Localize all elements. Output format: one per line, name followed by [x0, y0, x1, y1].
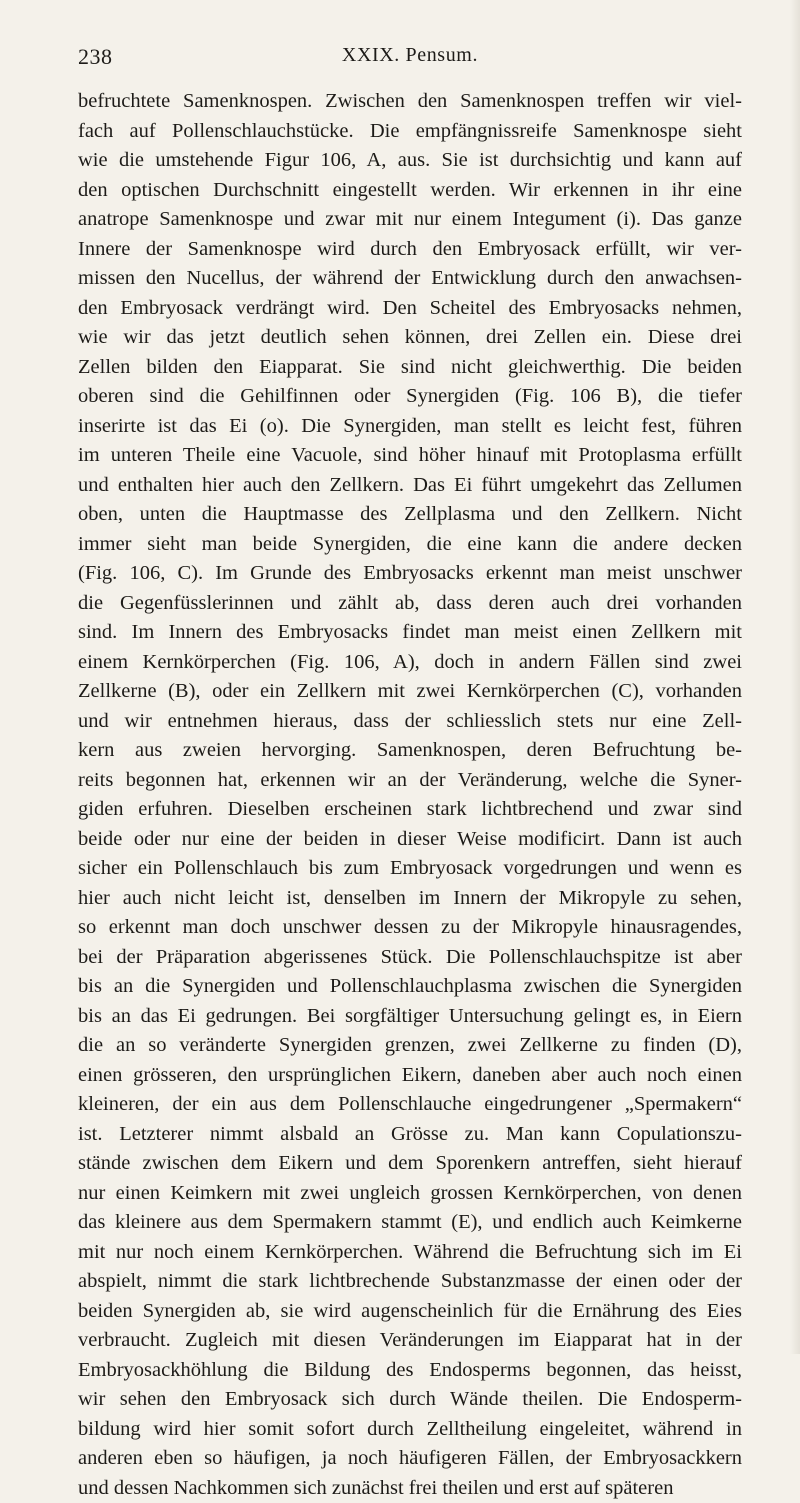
text-line: die Gegenfüsslerinnen und zählt ab, dass deren auch drei vorhanden — [78, 589, 742, 619]
text-line: und dessen Nachkommen sich zunächst frei theilen und erst auf späteren — [78, 1474, 742, 1503]
text-line: wie wir das jetzt deutlich sehen können, drei Zellen ein. Diese drei — [78, 323, 742, 353]
text-line: sicher ein Pollenschlauch bis zum Embryosack vorgedrungen und wenn es — [78, 854, 742, 884]
text-line: bildung wird hier somit sofort durch Zelltheilung eingeleitet, während in — [78, 1415, 742, 1445]
text-line: anatrope Samenknospe und zwar mit nur einem Integument (i). Das ganze — [78, 205, 742, 235]
text-line: (Fig. 106, C). Im Grunde des Embryosacks erkennt man meist unschwer — [78, 559, 742, 589]
body-text — [78, 87, 742, 1503]
text-line: Zellen bilden den Eiapparat. Sie sind nicht gleichwerthig. Die beiden — [78, 353, 742, 383]
text-line: fach auf Pollenschlauchstücke. Die empfängnissreife Samenknospe sieht — [78, 117, 742, 147]
text-line: Innere der Samenknospe wird durch den Embryosack erfüllt, wir ver- — [78, 235, 742, 265]
text-line: abspielt, nimmt die stark lichtbrechende Substanzmasse der einen oder der — [78, 1267, 742, 1297]
text-line: stände zwischen dem Eikern und dem Sporenkern antreffen, sieht hierauf — [78, 1149, 742, 1179]
text-line: einem Kernkörperchen (Fig. 106, A), doch in andern Fällen sind zwei — [78, 648, 742, 678]
text-line: hier auch nicht leicht ist, denselben im Innern der Mikropyle zu sehen, — [78, 884, 742, 914]
text-line: beiden Synergiden ab, sie wird augenscheinlich für die Ernährung des Eies — [78, 1297, 742, 1327]
text-line: im unteren Theile eine Vacuole, sind höher hinauf mit Protoplasma erfüllt — [78, 441, 742, 471]
text-line: den optischen Durchschnitt eingestellt werden. Wir erkennen in ihr eine — [78, 176, 742, 206]
text-line: das kleinere aus dem Spermakern stammt (E), und endlich auch Keimkerne — [78, 1208, 742, 1238]
text-line: so erkennt man doch unschwer dessen zu der Mikropyle hinausragendes, — [78, 913, 742, 943]
text-line: sind. Im Innern des Embryosacks findet man meist einen Zellkern mit — [78, 618, 742, 648]
text-line: missen den Nucellus, der während der Entwicklung durch den anwachsen- — [78, 264, 742, 294]
text-line: immer sieht man beide Synergiden, die eine kann die andere decken — [78, 530, 742, 560]
text-line: Embryosackhöhlung die Bildung des Endosperms begonnen, das heisst, — [78, 1356, 742, 1386]
text-line: anderen eben so häufigen, ja noch häufigeren Fällen, der Embryosackkern — [78, 1444, 742, 1474]
text-line: einen grösseren, den ursprünglichen Eikern, daneben aber auch noch einen — [78, 1061, 742, 1091]
text-line: oberen sind die Gehilfinnen oder Synergiden (Fig. 106 B), die tiefer — [78, 382, 742, 412]
text-line: giden erfuhren. Dieselben erscheinen stark lichtbrechend und zwar sind — [78, 795, 742, 825]
text-line: kern aus zweien hervorging. Samenknospen, deren Befruchtung be- — [78, 736, 742, 766]
text-line: bis an die Synergiden und Pollenschlauchplasma zwischen die Synergiden — [78, 972, 742, 1002]
text-line: den Embryosack verdrängt wird. Den Scheitel des Embryosacks nehmen, — [78, 294, 742, 324]
text-line: befruchtete Samenknospen. Zwischen den Samenknospen treffen wir viel- — [78, 87, 742, 117]
text-line: bei der Präparation abgerissenes Stück. Die Pollenschlauchspitze ist aber — [78, 943, 742, 973]
text-line: und wir entnehmen hieraus, dass der schliesslich stets nur eine Zell- — [78, 707, 742, 737]
running-head: XXIX. Pensum. — [78, 44, 742, 67]
text-line: wir sehen den Embryosack sich durch Wände theilen. Die Endosperm- — [78, 1385, 742, 1415]
text-line: mit nur noch einem Kernkörperchen. Während die Befruchtung sich im Ei — [78, 1238, 742, 1268]
text-line: Zellkerne (B), oder ein Zellkern mit zwei Kernkörperchen (C), vorhanden — [78, 677, 742, 707]
page-edge-shadow — [790, 0, 800, 1354]
page-number: 238 — [78, 44, 113, 70]
text-line: kleineren, der ein aus dem Pollenschlauche eingedrungener „Spermakern“ — [78, 1090, 742, 1120]
text-line: verbraucht. Zugleich mit diesen Veränderungen im Eiapparat hat in der — [78, 1326, 742, 1356]
text-line: ist. Letzterer nimmt alsbald an Grösse zu. Man kann Copulationszu- — [78, 1120, 742, 1150]
text-line: die an so veränderte Synergiden grenzen, zwei Zellkerne zu finden (D), — [78, 1031, 742, 1061]
text-line: nur einen Keimkern mit zwei ungleich grossen Kernkörperchen, von denen — [78, 1179, 742, 1209]
page-header — [78, 44, 742, 72]
text-line: beide oder nur eine der beiden in dieser Weise modificirt. Dann ist auch — [78, 825, 742, 855]
text-line: oben, unten die Hauptmasse des Zellplasma und den Zellkern. Nicht — [78, 500, 742, 530]
text-line: reits begonnen hat, erkennen wir an der Veränderung, welche die Syner- — [78, 766, 742, 796]
text-line: inserirte ist das Ei (o). Die Synergiden, man stellt es leicht fest, führen — [78, 412, 742, 442]
text-line: und enthalten hier auch den Zellkern. Das Ei führt umgekehrt das Zellumen — [78, 471, 742, 501]
text-line: bis an das Ei gedrungen. Bei sorgfältiger Untersuchung gelingt es, in Eiern — [78, 1002, 742, 1032]
text-line: wie die umstehende Figur 106, A, aus. Sie ist durchsichtig und kann auf — [78, 146, 742, 176]
